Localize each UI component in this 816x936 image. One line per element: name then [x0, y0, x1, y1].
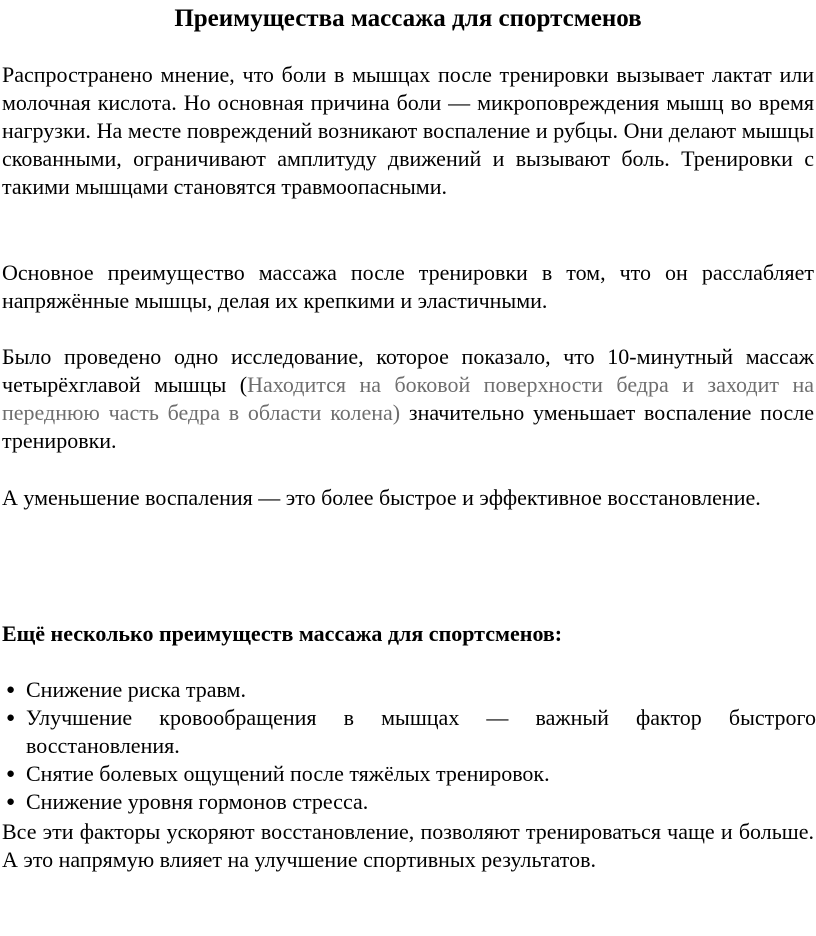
- list-item: [0, 760, 816, 788]
- bullet-icon: ●: [6, 710, 16, 726]
- list-item-text: Снижение уровня гормонов стресса.: [26, 789, 369, 814]
- quadriceps-note: Находится на боковой поверхности бедра и заходит на переднюю часть бедра в области колена): [2, 372, 814, 425]
- list-item: [0, 676, 816, 704]
- study-text-after: значительно уменьшает воспаление после тренировки.: [2, 400, 814, 453]
- list-item-text: Улучшение кровообращения в мышцах — важный фактор быстрого восстановления.: [26, 705, 816, 758]
- list-item-text: Снижение риска травм.: [26, 677, 246, 702]
- study-text-before: Было проведено одно исследование, которое показало, что 10-минутный массаж четырёхглавой мышцы (: [2, 344, 814, 397]
- bullet-icon: ●: [6, 794, 16, 810]
- benefits-list: [0, 676, 816, 816]
- paragraph-muscle-pain: Распространено мнение, что боли в мышцах после тренировки вызывает лактат или молочная кислота. Но основная причина боли — микроповреждения мышц во время нагрузки. На месте повреждений возникают воспаление и рубцы. Они делают мышцы скованными, ограничивают амплитуду движений и вызывают боль. Тренировки с такими мышцами становятся травмоопасными.: [2, 62, 814, 199]
- paragraph-conclusion: Все эти факторы ускоряют восстановление, позволяют тренироваться чаще и больше. А это напрямую влияет на улучшение спортивных результатов.: [2, 819, 814, 872]
- list-item: [0, 704, 816, 760]
- bullet-icon: ●: [6, 766, 16, 782]
- paragraph-main-benefit: Основное преимущество массажа после тренировки в том, что он расслабляет напряжённые мышцы, делая их крепкими и эластичными.: [2, 260, 814, 313]
- bullet-icon: ●: [6, 682, 16, 698]
- list-item-text: Снятие болевых ощущений после тяжёлых тренировок.: [26, 761, 550, 786]
- list-item: [0, 788, 816, 816]
- paragraph-study: [2, 343, 814, 455]
- document-title: Преимущества массажа для спортсменов: [174, 5, 642, 32]
- benefits-heading: Ещё несколько преимуществ массажа для спортсменов:: [2, 621, 563, 646]
- paragraph-recovery: А уменьшение воспаления — это более быстрое и эффективное восстановление.: [2, 485, 761, 510]
